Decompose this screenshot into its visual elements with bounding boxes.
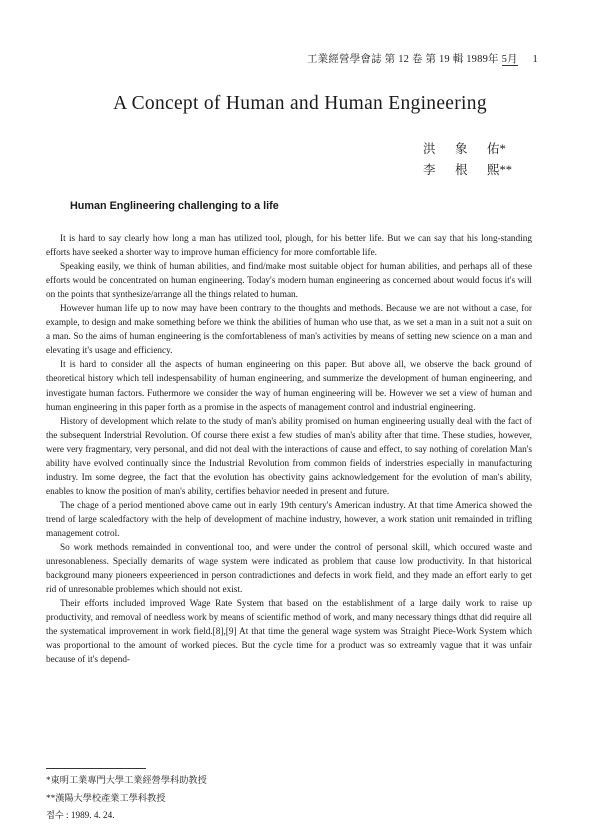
author-1-char-3: 佑* (487, 142, 506, 156)
paragraph-4: It is hard to consider all the aspects of human engineering on this paper. But above all, we observe the back ground of theoretical history which tell indespensability of human engineering, and summerize the development of human engineering, and investigate human factors. Futhermore we consider the way of human engineering will be. However we set a view of human and human engineering in this paper forth as a promise in the aspects of management control and industrial engineering. (46, 360, 532, 413)
author-list (423, 139, 527, 181)
section-heading: Human Englineering challenging to a life (70, 200, 279, 212)
paragraph-1: It is hard to say clearly how long a man has utilized tool, plough, for his better life. But we can say that his long-standing efforts have seeked a shorter way to improve human efficiency for more comfortable life. (46, 234, 532, 259)
footnote-divider (46, 768, 146, 769)
paper-title: A Concept of Human and Human Engineering (113, 93, 487, 114)
volume: 第 12 卷 (384, 54, 423, 65)
author-1-char-1: 洪 (423, 142, 436, 156)
paragraph-5: History of development which relate to the study of man's ability promised on human engineering usually deal with the fact of the subsequent Inderstrial Revolution. Of course there exist a few studies of man's ability after that time. These studies, however, were very fragmentary, very personal, and did not deal with the interactions of cause and effect, to say nothing of corelation Man's ability have evolved continually since the Industrial Revolution from common fields of inderstries especially in manufacturing industry. Im some degree, the fact that the evolution has obectivity gains acknowledgement for the evolution of man's ability, enables to know the position of man's ability, certifies behavior needed in present and future. (46, 416, 532, 497)
paragraph-8: Their efforts included improved Wage Rate System that based on the establishment of a large daily work to raise up productivity, and removal of needless work by means of scientific method of work, and many necessary things dthat did require all the systematical improvement in work field.[8],[9] At that time the general wage system was Straight Piece-Work System which was proportional to the amount of worked pieces. But the cycle time for a product was so extreamly vague that it was unfair because of it's depend- (46, 599, 532, 666)
paragraph-7: So work methods remainded in conventional too, and were under the control of personal skill, which occured waste and unresonableness. Specially demarits of wage system were indicated as problem that cause low productivity. In that historical background many pioneers expeerienced in person contradictiones and defects in work field, and they made an effort early to get rid of unresonable problemes which should not exist. (46, 543, 532, 596)
author-2-char-3: 熙** (487, 163, 513, 177)
author-1-char-2: 象 (455, 142, 468, 156)
paragraph-3: However human life up to now may have been contrary to the thoughts and methods. Because we are not without a case, for example, to design and make something before we think the abilities of human who use that, as we set a man in a suit not a suit on a man. So the aims of human engineering is the comfortableness of man's activities by means of setting new science on a man and elevating it's usage and efficiency. (46, 304, 532, 357)
author-2-char-2: 根 (455, 163, 468, 177)
paragraph-6: The chage of a period mentioned above came out in early 19th century's American industry. At that time America showed the trend of large scaledfactory with the help of development of machine industry, however, a work station unit remainded in trifling management cotrol. (46, 500, 532, 539)
received-date: 접수 : 1989. 4. 24. (46, 810, 115, 820)
page-number: 1 (532, 54, 538, 65)
month: 5月 (501, 54, 518, 65)
paragraph-2: Speaking easily, we think of human abilities, and find/make most suitable object for human abilities, and perhaps all of these efforts would be concentrated on human engineering. Today's modern human engineering as concerned about would focus it's will on the points that synthesize/arrange all the things related to human. (46, 262, 532, 301)
footnote-author-1: *東明工業專門大學工業經營學科助教授 (46, 775, 207, 785)
issue: 第 19 輯 (425, 54, 464, 65)
year: 1989年 (466, 54, 499, 65)
journal-name: 工業經營學會誌 (306, 54, 382, 65)
author-1 (423, 139, 527, 160)
author-2-char-1: 李 (423, 163, 436, 177)
footnote-author-2: **漢陽大學校產業工學科教授 (46, 792, 166, 803)
body-text (46, 232, 532, 667)
author-2 (423, 160, 527, 181)
footnotes (46, 772, 207, 825)
running-head (307, 51, 538, 66)
